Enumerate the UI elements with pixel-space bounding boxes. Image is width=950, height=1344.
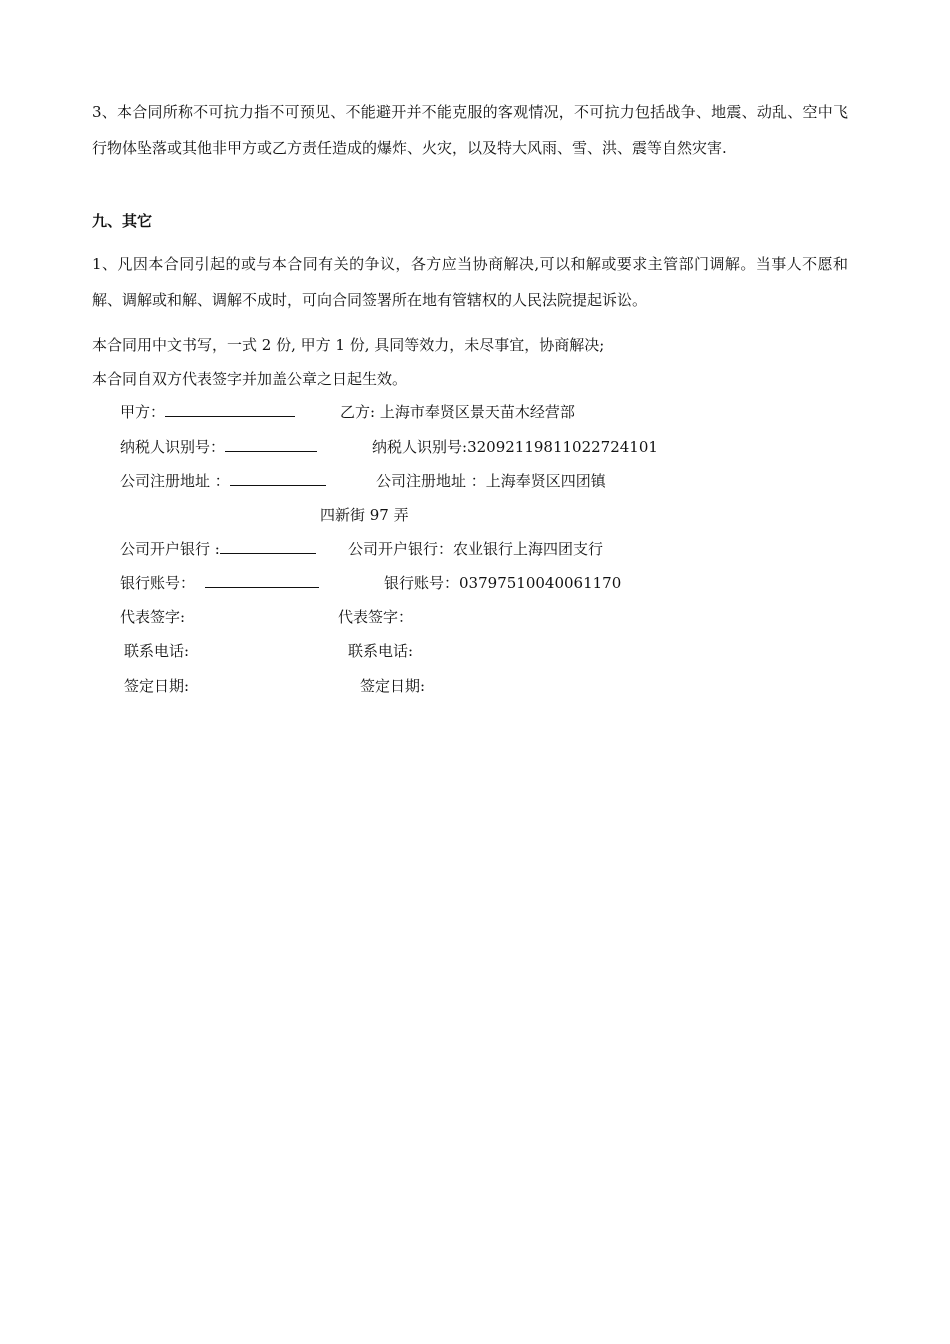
party-b-account-value: 03797510040061170	[459, 574, 622, 592]
party-b-date-label: 签定日期:	[360, 677, 426, 695]
party-b-phone-label: 联系电话:	[348, 642, 414, 660]
party-b-account-label: 银行账号：	[384, 574, 460, 592]
party-b-account-row	[384, 572, 621, 593]
copies-note: 本合同用中文书写，一式 2 份, 甲方 1 份, 具同等效力，未尽事宜，协商解决;	[92, 336, 605, 354]
party-b-bank-value: 农业银行上海四团支行	[453, 540, 604, 558]
party-b-name-value: 上海市奉贤区景天苗木经营部	[379, 403, 575, 421]
party-a-name-row	[120, 401, 295, 422]
party-a-bank-blank	[220, 539, 316, 554]
party-b-address-row	[376, 470, 606, 491]
party-b-name-label: 乙方:	[340, 403, 376, 421]
party-a-address-blank	[230, 471, 326, 486]
party-b-address-label: 公司注册地址 ：	[376, 472, 486, 490]
party-a-tax-label: 纳税人识别号：	[120, 438, 226, 456]
party-b-tax-label: 纳税人识别号:	[372, 438, 468, 456]
party-a-tax-row	[120, 436, 317, 457]
party-a-signature-label: 代表签字:	[120, 608, 186, 626]
party-b-signature-label: 代表签字：	[338, 608, 414, 626]
force-majeure-clause: 3、本合同所称不可抗力指不可预见、不能避开并不能克服的客观情况，不可抗力包括战争、地震、动乱、空中飞行物体坠落或其他非甲方或乙方责任造成的爆炸、火灾，以及特大风雨、雪、洪、震等自然灾害.	[92, 103, 848, 157]
party-a-bank-row	[120, 538, 316, 559]
party-a-bank-label: 公司开户银行 :	[120, 540, 220, 558]
party-a-account-blank	[205, 573, 319, 588]
party-b-bank-label: 公司开户银行：	[348, 540, 454, 558]
party-b-bank-row	[348, 538, 603, 559]
party-a-tax-blank	[225, 437, 317, 452]
party-a-name-label: 甲方：	[120, 403, 166, 421]
party-b-tax-row	[372, 436, 658, 457]
party-a-account-row	[120, 572, 319, 593]
party-a-address-row	[120, 470, 326, 491]
party-a-date-label: 签定日期:	[124, 677, 190, 695]
party-a-address-label: 公司注册地址 ：	[120, 472, 230, 490]
party-b-name-row	[340, 401, 575, 422]
party-b-address-value-2: 四新街 97 弄	[320, 506, 409, 524]
party-b-tax-value: 320921198110227241​01	[467, 438, 658, 456]
party-a-name-blank	[165, 402, 295, 417]
party-b-address-value-1: 上海奉贤区四团镇	[485, 472, 606, 490]
party-a-account-label: 银行账号：	[120, 574, 196, 592]
effective-note: 本合同自双方代表签字并加盖公章之日起生效。	[92, 370, 408, 388]
section-heading-other: 九、其它	[92, 212, 153, 230]
party-a-phone-label: 联系电话:	[124, 642, 190, 660]
dispute-clause: 1、凡因本合同引起的或与本合同有关的争议，各方应当协商解决,可以和解或要求主管部门调解。当事人不愿和解、调解或和解、调解不成时，可向合同签署所在地有管辖权的人民法院提起诉讼。	[92, 255, 848, 309]
